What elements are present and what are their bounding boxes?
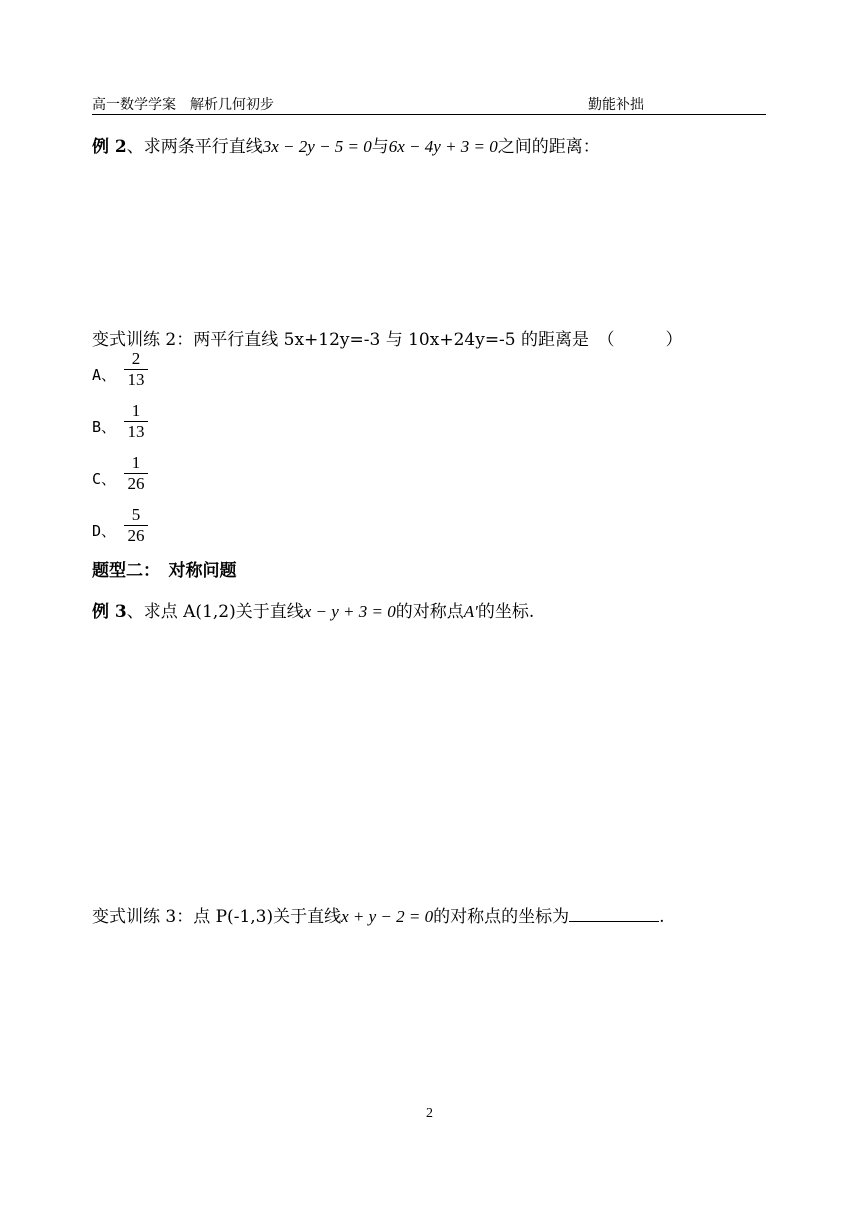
page-number: 2 — [426, 1106, 433, 1121]
option-a-fraction — [124, 350, 148, 389]
option-a-label: A、 — [92, 366, 117, 384]
option-d-denominator: 26 — [127, 526, 145, 545]
example-3-text-before: 、求点 A(1,2)关于直线 — [126, 602, 304, 622]
example-2-line1: 3x − 2y − 5 = 0 — [262, 137, 372, 156]
example-2 — [92, 132, 600, 157]
option-a-denominator: 13 — [127, 370, 145, 389]
exercise-3-text-after: 的对称点的坐标为 — [433, 907, 570, 927]
exercise-3-line: x + y − 2 = 0 — [341, 907, 434, 926]
option-c-fraction — [124, 454, 148, 493]
example-2-connector: 与 — [371, 137, 389, 157]
option-c-label: C、 — [92, 470, 117, 488]
example-2-line2: 6x − 4y + 3 = 0 — [388, 137, 498, 156]
exercise-3 — [92, 902, 665, 927]
option-b-label: B、 — [92, 418, 117, 436]
option-c-numerator: 1 — [131, 453, 141, 472]
option-b-fraction — [124, 402, 148, 441]
example-3-label: 例 3 — [92, 602, 127, 622]
section-2-title: 题型二： 对称问题 — [92, 561, 237, 581]
exercise-2-question: 变式训练 2：两平行直线 5x+12y=-3 与 10x+24y=-5 的距离是 （ ） — [92, 330, 683, 350]
header-right: 勤能补拙 — [588, 97, 644, 113]
option-a-numerator: 2 — [131, 349, 141, 368]
example-3 — [92, 597, 534, 622]
example-2-text-after: 之间的距离： — [497, 137, 600, 157]
option-c-denominator: 26 — [127, 474, 145, 493]
example-3-line: x − y + 3 = 0 — [303, 602, 396, 621]
option-b-numerator: 1 — [131, 401, 141, 420]
option-b-denominator: 13 — [127, 422, 145, 441]
header-rule — [92, 114, 766, 115]
example-3-text-mid: 的对称点 — [395, 602, 464, 622]
example-3-text-after: 的坐标. — [477, 602, 535, 622]
exercise-3-end: . — [659, 907, 665, 927]
example-2-label: 例 2 — [92, 137, 127, 157]
answer-blank[interactable] — [569, 907, 659, 922]
option-d-fraction — [124, 506, 148, 545]
exercise-3-text-before: 变式训练 3：点 P(-1,3)关于直线 — [92, 907, 342, 927]
example-3-point: A′ — [463, 602, 478, 621]
option-d-numerator: 5 — [131, 505, 141, 524]
example-2-text-before: 、求两条平行直线 — [126, 137, 263, 157]
header-left: 高一数学学案 解析几何初步 — [92, 97, 274, 113]
option-d-label: D、 — [92, 522, 117, 540]
